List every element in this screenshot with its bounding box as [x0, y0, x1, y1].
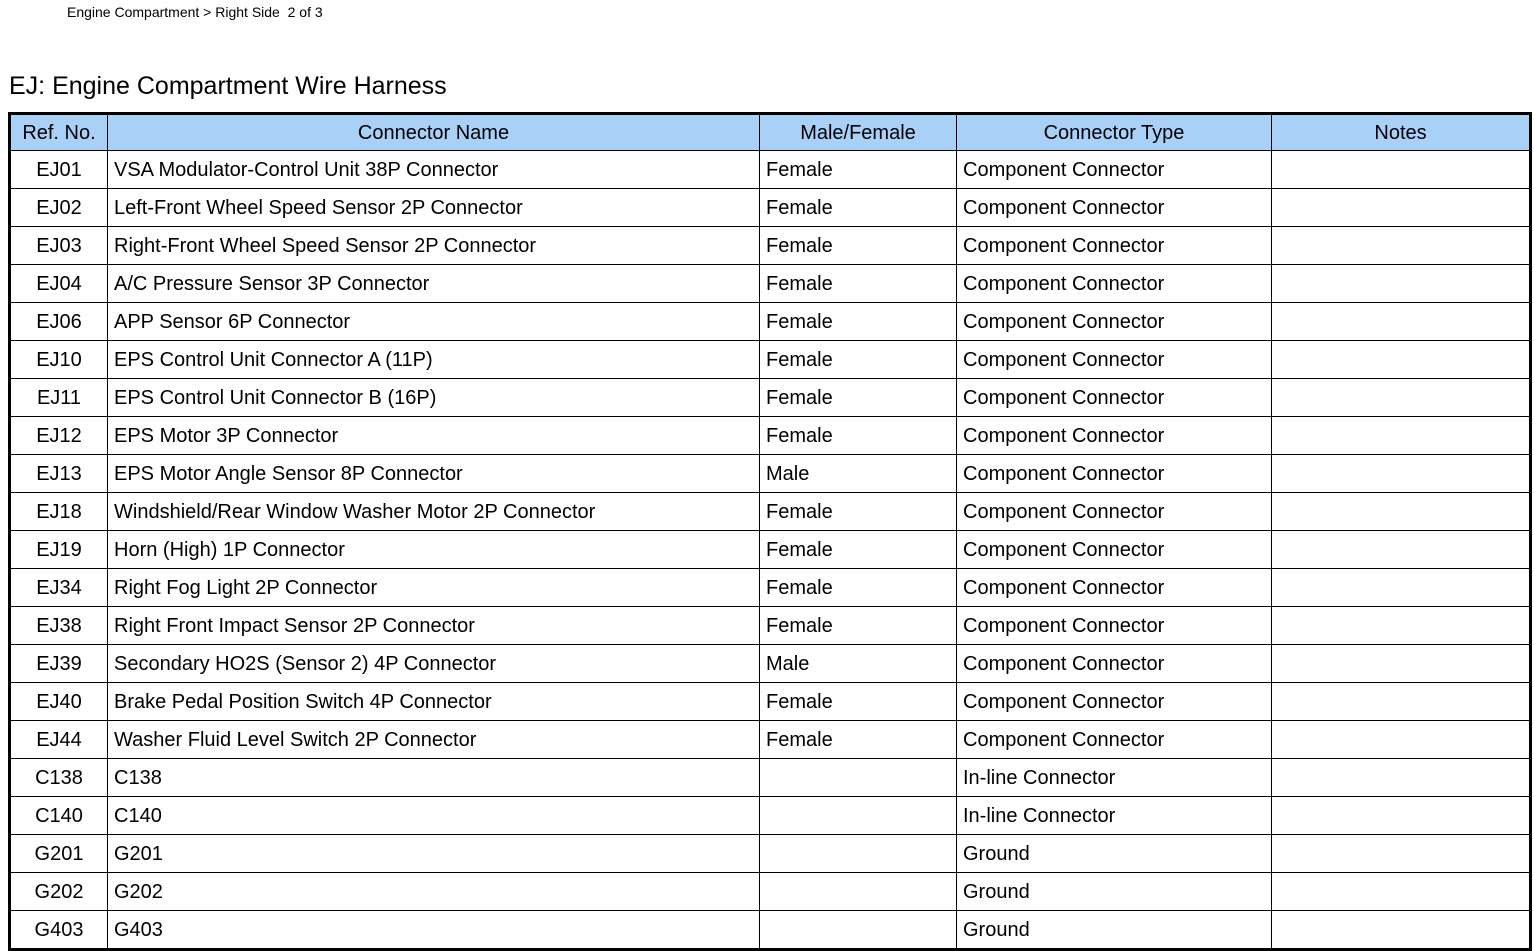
connector-type-cell: Component Connector — [957, 265, 1272, 303]
table-row — [10, 493, 1531, 531]
table-row — [10, 683, 1531, 721]
male-female-cell: Female — [760, 683, 957, 721]
male-female-cell: Female — [760, 531, 957, 569]
notes-cell — [1272, 265, 1531, 303]
connector-name-cell: Horn (High) 1P Connector — [108, 531, 760, 569]
male-female-cell: Female — [760, 493, 957, 531]
connector-type-cell: Component Connector — [957, 607, 1272, 645]
male-female-cell: Female — [760, 379, 957, 417]
notes-cell — [1272, 189, 1531, 227]
connector-type-cell: Ground — [957, 911, 1272, 950]
table-row — [10, 417, 1531, 455]
ref-cell: G403 — [10, 911, 108, 950]
ref-cell: EJ40 — [10, 683, 108, 721]
page-title: EJ: Engine Compartment Wire Harness — [9, 72, 447, 100]
connector-name-cell: Right Fog Light 2P Connector — [108, 569, 760, 607]
connector-name-cell: G201 — [108, 835, 760, 873]
table-row — [10, 797, 1531, 835]
table-row — [10, 911, 1531, 950]
table-body — [10, 151, 1531, 950]
connector-name-cell: C138 — [108, 759, 760, 797]
male-female-cell: Male — [760, 645, 957, 683]
connector-name-cell: EPS Motor 3P Connector — [108, 417, 760, 455]
male-female-cell: Female — [760, 189, 957, 227]
male-female-cell: Female — [760, 417, 957, 455]
notes-cell — [1272, 569, 1531, 607]
connector-type-cell: Component Connector — [957, 531, 1272, 569]
table-row — [10, 189, 1531, 227]
connector-type-cell: Component Connector — [957, 645, 1272, 683]
table-row — [10, 607, 1531, 645]
connector-type-cell: Component Connector — [957, 455, 1272, 493]
ref-cell: EJ01 — [10, 151, 108, 189]
connector-type-cell: Component Connector — [957, 493, 1272, 531]
connector-type-cell: In-line Connector — [957, 797, 1272, 835]
connector-type-cell: Ground — [957, 873, 1272, 911]
notes-cell — [1272, 341, 1531, 379]
ref-cell: EJ02 — [10, 189, 108, 227]
ref-cell: EJ39 — [10, 645, 108, 683]
table-row — [10, 227, 1531, 265]
connector-type-cell: Component Connector — [957, 721, 1272, 759]
male-female-cell: Male — [760, 455, 957, 493]
table-row — [10, 151, 1531, 189]
connector-name-cell: EPS Control Unit Connector B (16P) — [108, 379, 760, 417]
table-row — [10, 873, 1531, 911]
table-row — [10, 341, 1531, 379]
connector-type-cell: Component Connector — [957, 189, 1272, 227]
table-row — [10, 759, 1531, 797]
notes-cell — [1272, 645, 1531, 683]
male-female-cell — [760, 835, 957, 873]
ref-cell: EJ19 — [10, 531, 108, 569]
connector-name-cell: Washer Fluid Level Switch 2P Connector — [108, 721, 760, 759]
table-header-row — [10, 114, 1531, 151]
male-female-cell — [760, 797, 957, 835]
notes-cell — [1272, 417, 1531, 455]
connector-name-cell: G403 — [108, 911, 760, 950]
column-header-connector-type: Connector Type — [957, 114, 1272, 151]
table-row — [10, 721, 1531, 759]
notes-cell — [1272, 493, 1531, 531]
ref-cell: G201 — [10, 835, 108, 873]
connector-name-cell: APP Sensor 6P Connector — [108, 303, 760, 341]
male-female-cell — [760, 873, 957, 911]
notes-cell — [1272, 303, 1531, 341]
table-row — [10, 379, 1531, 417]
connector-name-cell: A/C Pressure Sensor 3P Connector — [108, 265, 760, 303]
ref-cell: C138 — [10, 759, 108, 797]
connector-type-cell: Component Connector — [957, 379, 1272, 417]
table-row — [10, 265, 1531, 303]
notes-cell — [1272, 797, 1531, 835]
ref-cell: EJ34 — [10, 569, 108, 607]
table-row — [10, 835, 1531, 873]
connector-name-cell: C140 — [108, 797, 760, 835]
notes-cell — [1272, 911, 1531, 950]
ref-cell: EJ06 — [10, 303, 108, 341]
notes-cell — [1272, 721, 1531, 759]
male-female-cell: Female — [760, 265, 957, 303]
table-row — [10, 455, 1531, 493]
notes-cell — [1272, 873, 1531, 911]
connector-name-cell: Left-Front Wheel Speed Sensor 2P Connector — [108, 189, 760, 227]
connector-name-cell: G202 — [108, 873, 760, 911]
breadcrumb: Engine Compartment > Right Side 2 of 3 — [67, 4, 323, 20]
notes-cell — [1272, 531, 1531, 569]
connector-type-cell: Component Connector — [957, 683, 1272, 721]
ref-cell: EJ18 — [10, 493, 108, 531]
notes-cell — [1272, 683, 1531, 721]
column-header-ref-no: Ref. No. — [10, 114, 108, 151]
ref-cell: EJ38 — [10, 607, 108, 645]
connector-type-cell: Component Connector — [957, 303, 1272, 341]
connector-type-cell: Component Connector — [957, 151, 1272, 189]
connector-name-cell: VSA Modulator-Control Unit 38P Connector — [108, 151, 760, 189]
ref-cell: EJ11 — [10, 379, 108, 417]
male-female-cell: Female — [760, 569, 957, 607]
male-female-cell: Female — [760, 341, 957, 379]
male-female-cell — [760, 911, 957, 950]
column-header-male-female: Male/Female — [760, 114, 957, 151]
connector-type-cell: Component Connector — [957, 227, 1272, 265]
ref-cell: G202 — [10, 873, 108, 911]
connector-type-cell: Component Connector — [957, 569, 1272, 607]
connector-name-cell: Windshield/Rear Window Washer Motor 2P Connector — [108, 493, 760, 531]
male-female-cell: Female — [760, 607, 957, 645]
connector-name-cell: EPS Control Unit Connector A (11P) — [108, 341, 760, 379]
column-header-notes: Notes — [1272, 114, 1531, 151]
connector-type-cell: In-line Connector — [957, 759, 1272, 797]
male-female-cell: Female — [760, 721, 957, 759]
table-row — [10, 569, 1531, 607]
connector-type-cell: Component Connector — [957, 341, 1272, 379]
connector-name-cell: Brake Pedal Position Switch 4P Connector — [108, 683, 760, 721]
ref-cell: EJ44 — [10, 721, 108, 759]
male-female-cell: Female — [760, 227, 957, 265]
ref-cell: EJ10 — [10, 341, 108, 379]
connector-name-cell: Right Front Impact Sensor 2P Connector — [108, 607, 760, 645]
ref-cell: EJ13 — [10, 455, 108, 493]
male-female-cell — [760, 759, 957, 797]
connector-name-cell: EPS Motor Angle Sensor 8P Connector — [108, 455, 760, 493]
male-female-cell: Female — [760, 151, 957, 189]
notes-cell — [1272, 379, 1531, 417]
column-header-connector-name: Connector Name — [108, 114, 760, 151]
connector-type-cell: Ground — [957, 835, 1272, 873]
notes-cell — [1272, 759, 1531, 797]
table-row — [10, 531, 1531, 569]
connector-name-cell: Right-Front Wheel Speed Sensor 2P Connector — [108, 227, 760, 265]
table-row — [10, 303, 1531, 341]
ref-cell: EJ12 — [10, 417, 108, 455]
male-female-cell: Female — [760, 303, 957, 341]
notes-cell — [1272, 455, 1531, 493]
notes-cell — [1272, 835, 1531, 873]
ref-cell: C140 — [10, 797, 108, 835]
connector-table — [8, 112, 1532, 951]
table-row — [10, 645, 1531, 683]
ref-cell: EJ04 — [10, 265, 108, 303]
connector-name-cell: Secondary HO2S (Sensor 2) 4P Connector — [108, 645, 760, 683]
notes-cell — [1272, 607, 1531, 645]
connector-type-cell: Component Connector — [957, 417, 1272, 455]
notes-cell — [1272, 151, 1531, 189]
notes-cell — [1272, 227, 1531, 265]
ref-cell: EJ03 — [10, 227, 108, 265]
